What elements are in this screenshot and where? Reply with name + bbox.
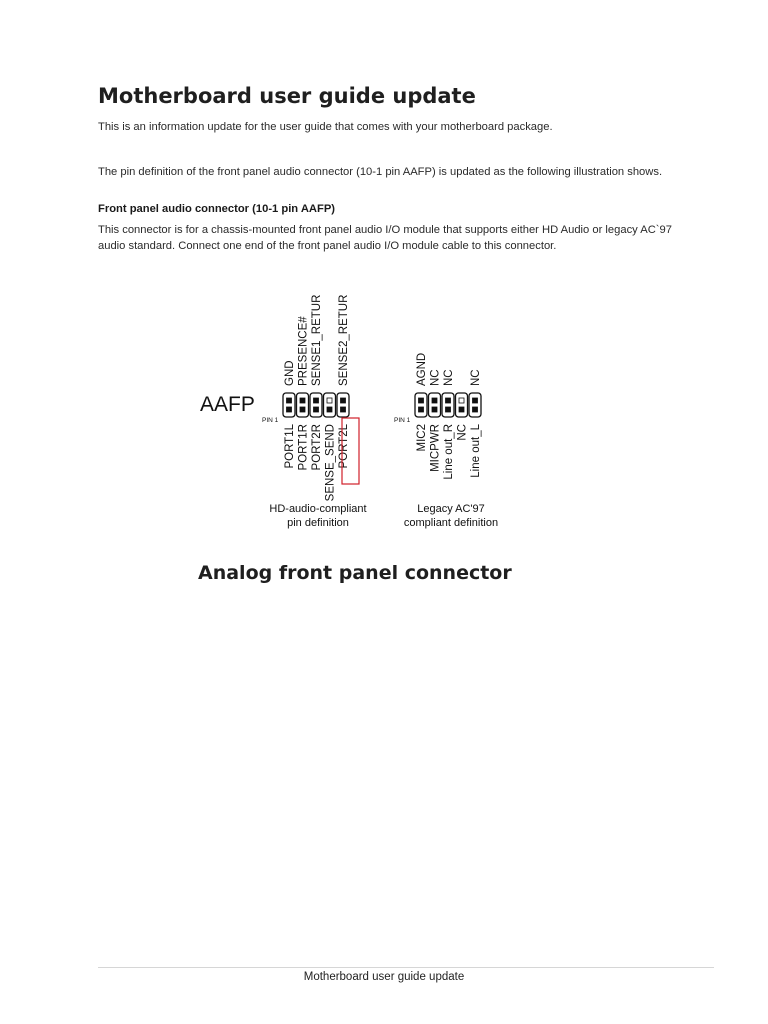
section-body: This connector is for a chassis-mounted front panel audio I/O module that supports either HD Audio or legacy AC`97 audio standard. Connect one end of the front panel audio I/O module cable to this connector. xyxy=(98,224,672,252)
ac97-top-label-2: NC xyxy=(429,369,442,386)
hd-audio-bottom-labels xyxy=(284,423,350,501)
hd-pin1-label: PIN 1 xyxy=(262,417,279,424)
hd-pin-column-3 xyxy=(310,393,322,417)
ac97-bottom-label-4: NC xyxy=(456,424,469,441)
hd-pin-1-top xyxy=(287,398,292,403)
ac97-pin-column-1 xyxy=(415,393,427,417)
ac97-pin-5-top xyxy=(473,398,478,403)
ac97-pin-5-bottom xyxy=(473,407,478,412)
hd-bottom-label-4: SENSE_SEND xyxy=(324,424,337,502)
hd-pin-4-top xyxy=(327,398,332,403)
hd-pin-2-bottom xyxy=(300,407,305,412)
ac97-top-label-3: NC xyxy=(443,369,455,386)
ac97-caption-line2: compliant definition xyxy=(403,517,499,529)
ac97-pin-header xyxy=(415,393,481,417)
hd-caption-line2: pin definition xyxy=(287,517,349,529)
hd-pin-1-bottom xyxy=(287,407,292,412)
hd-audio-pin-header xyxy=(283,393,349,417)
footer-divider xyxy=(98,967,714,968)
ac97-bottom-labels xyxy=(416,423,482,479)
page-footer: Motherboard user guide update xyxy=(303,971,465,983)
ac97-bottom-label-5: Line out_L xyxy=(470,424,482,478)
ac97-pin1-label: PIN 1 xyxy=(394,417,411,424)
ac97-pin-4-top xyxy=(459,398,464,403)
hd-top-label-5: SENSE2_RETUR xyxy=(338,294,350,386)
ac97-bottom-label-2: MICPWR xyxy=(429,424,442,472)
hd-audio-top-labels xyxy=(284,295,350,386)
hd-bottom-label-2: PORT1R xyxy=(297,424,310,471)
ac97-caption-line1: Legacy AC'97 xyxy=(417,503,485,515)
ac97-pin-column-5 xyxy=(469,393,481,417)
connector-name: AAFP xyxy=(200,393,255,416)
hd-top-label-2: PRESENCE# xyxy=(297,316,310,386)
hd-pin-column-2 xyxy=(297,393,309,417)
ac97-top-labels xyxy=(416,353,482,386)
hd-pin-3-bottom xyxy=(314,407,319,412)
hd-pin-column-1 xyxy=(283,393,295,417)
hd-pin-5-top xyxy=(341,398,346,403)
page-title: Motherboard user guide update xyxy=(98,84,476,108)
hd-pin-2-top xyxy=(300,398,305,403)
hd-pin-5-bottom xyxy=(341,407,346,412)
ac97-pin-3-top xyxy=(446,398,451,403)
hd-bottom-label-5: PORT2L xyxy=(338,424,350,469)
hd-pin-4-bottom xyxy=(327,407,332,412)
ac97-bottom-label-3: Line out_R xyxy=(443,424,455,480)
section-heading: Front panel audio connector (10-1 pin AAFP) xyxy=(98,203,336,215)
hd-pin-3-top xyxy=(314,398,319,403)
hd-pin-column-4 xyxy=(324,393,336,417)
figure-caption: Analog front panel connector xyxy=(198,562,512,584)
ac97-pin-1-bottom xyxy=(419,407,424,412)
ac97-pin-column-2 xyxy=(429,393,441,417)
ac97-top-label-5: NC xyxy=(470,369,482,386)
intro-paragraph: This is an information update for the user guide that comes with your motherboard package. xyxy=(98,121,553,133)
hd-top-label-3: SENSE1_RETUR xyxy=(311,294,323,386)
hd-bottom-label-1: PORT1L xyxy=(284,424,296,469)
ac97-pin-2-top xyxy=(432,398,437,403)
ac97-pin-2-bottom xyxy=(432,407,437,412)
hd-top-label-1: GND xyxy=(284,360,296,386)
ac97-pin-4-bottom xyxy=(459,407,464,412)
hd-caption-line1: HD-audio-compliant xyxy=(269,503,367,515)
pin-definition-note: The pin definition of the front panel audio connector (10-1 pin AAFP) is updated as the following illustration shows. xyxy=(98,166,663,178)
hd-bottom-label-3: PORT2R xyxy=(311,424,323,471)
ac97-top-label-1: AGND xyxy=(416,352,428,386)
ac97-bottom-label-1: MIC2 xyxy=(416,424,428,452)
ac97-pin-1-top xyxy=(419,398,424,403)
ac97-pin-3-bottom xyxy=(446,407,451,412)
ac97-pin-column-4 xyxy=(456,393,468,417)
hd-pin-column-5 xyxy=(337,393,349,417)
ac97-pin-column-3 xyxy=(442,393,454,417)
